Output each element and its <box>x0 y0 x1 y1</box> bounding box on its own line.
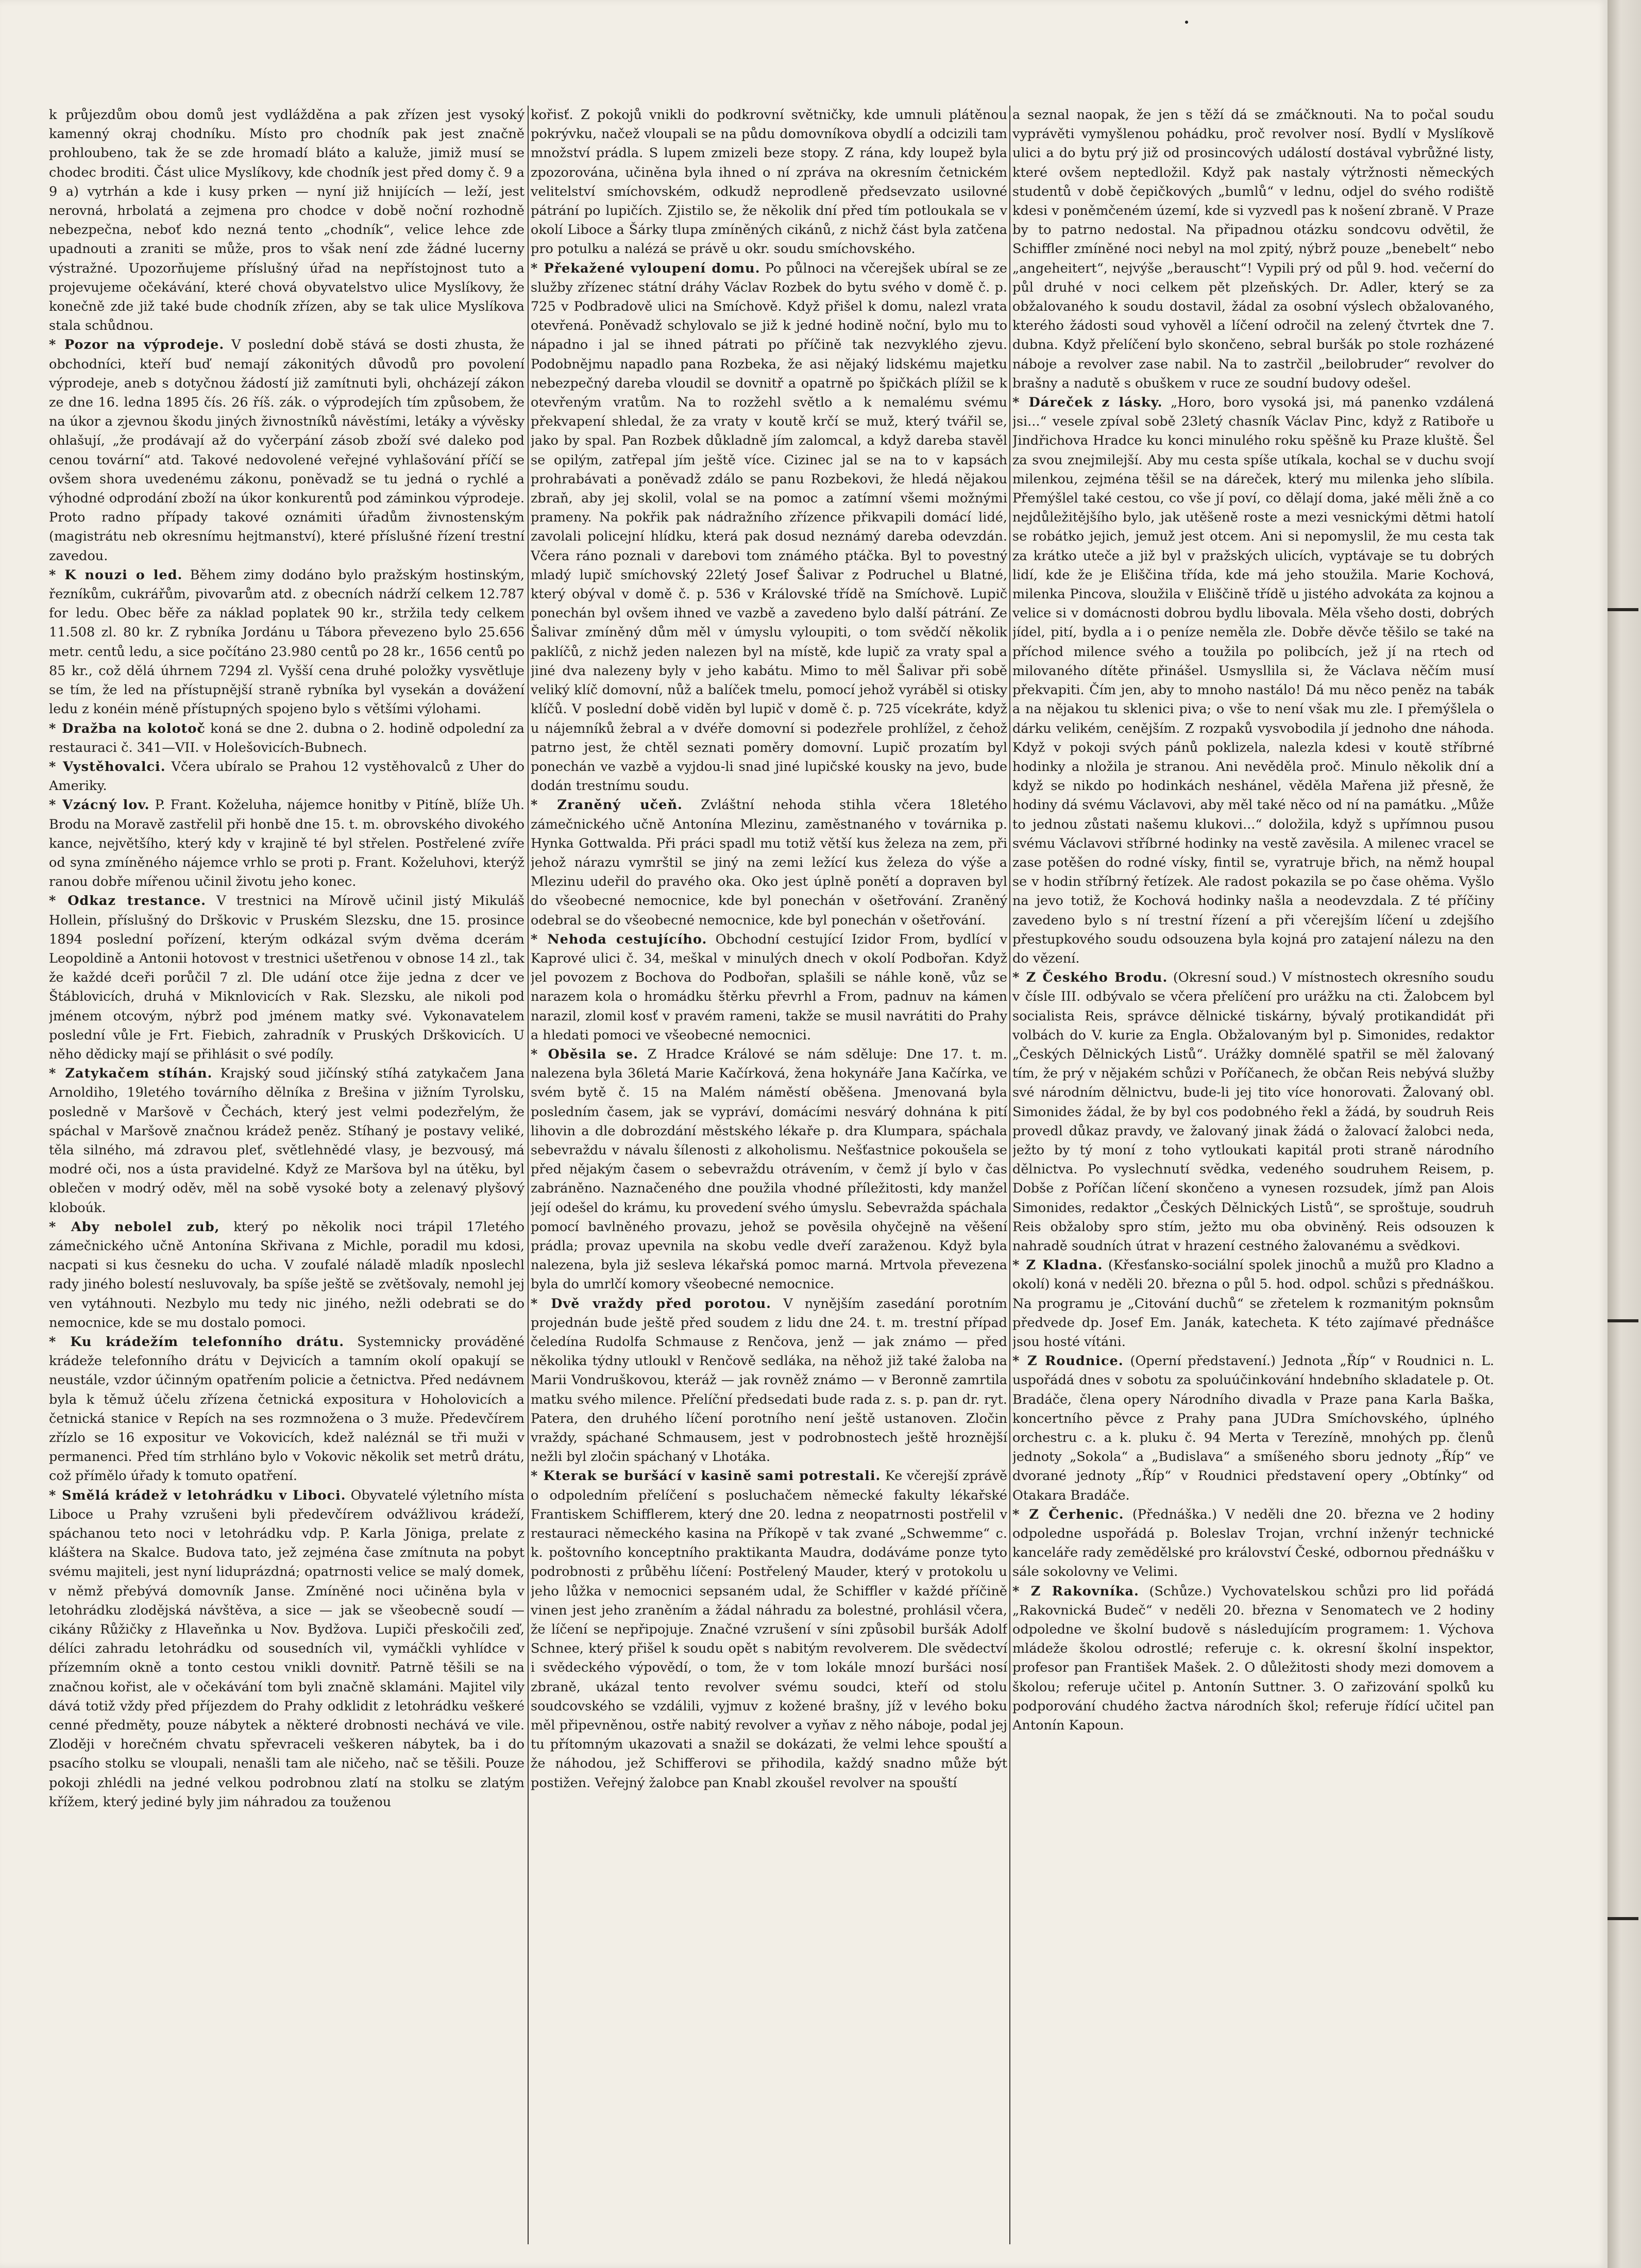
article-paragraph: * Odkaz trestance. V trestnici na Mírově učinil jistý Mikuláš Hollein, příslušný do Drškovic v Pruském Slezsku, dne 15. prosince 1894 poslední pořízení, kterým odkázal svým dvěma dcerám Leopoldině a Antonii hotovost v trestnici ušetřenou v obnose 14 zl., tak že každé dceři porůčil 7 zl. Dle udání otce žije jedna z dcer ve Štáblovicích, druhá v Miknlovicích v Rak. Slezsku, ale nikoli pod jménem otcovým, nýbrž pod jménem matky své. Vykonavatelem poslední vůle je Frt. Fiebich, zahradník v Pruských Drškovicích. U něho dědicky mají se přihlásit o své podíly. <box>49 893 525 1062</box>
edge-mark <box>1608 1917 1638 1920</box>
article-paragraph: * Smělá krádež v letohrádku v Liboci. Obyvatelé výletního místa Liboce u Prahy vzrušeni byli předevčírem odvážlivou krádeží, spáchanou teto noci v letohrádku vdp. P. Karla Jöniga, prelate z kláštera na Skalce. Budova tato, jež zejména čase zmítnuta na pobyt svému majiteli, jest nyní liduprázdná; opatrnosti velice se malý domek, v němž přebývá domovník Janse. Zmíněné noci učiněna byla v letohrádku zlodějská návštěva, a sice — jak se všeobecně soudí — cikány Růžičky z Hlaveňnka u Nov. Bydžova. Lupiči přeskočili zeď, délíci zahradu letohrádku od sousedních vil, vymáčkli vyhlídce v přízemním okně a tonto cestou vnikli dovnitř. Patrně těšili se na značnou kořist, ale v očekávání tom byli značně sklamáni. Majitel vily dává totiž vždy před příjezdem do Prahy odklidit z letohrádku veškeré cenné předměty, pouze nábytek a některé drobnosti nechává ve vile. Zloději v horečném chvatu spřevraceli veškeren nábytek, ba i do psacího stolku se vloupali, nenašli tam ale ničeho, nač se těšili. Pouze pokoji zhlédli na jedné velkou podrobnou zlatí na stolku se zlatým křížem, který jediné byly jim náhradou za touženou <box>49 1487 525 1810</box>
article-heading: * Z Českého Brodu. <box>1012 970 1168 986</box>
article-paragraph: * Dvě vraždy před porotou. V nynějším zasedání porotním projednán bude ještě před soudem z lidu dne 24. t. m. trestní případ čeledína Rudolfa Schmause z Renčova, jenž — jak známo — před několika týdny utloukl v Renčově sedláka, na něhož již také žaloba na Marii Vondruškovou, kteráž — jak rovněž známo — v Beronně zamrtila matku svého milence. Přelíční předsedati bude rada z. s. p. pan dr. ryt. Patera, den druhého líčení porotního není ještě ustanoven. Zločin vraždy, spáchané Schmausem, jest v podrobnostech ještě hroznější nežli byl zločin spáchaný v Lhotáka. <box>531 1296 1007 1465</box>
article-paragraph: * Zraněný učeň. Zvláštní nehoda stihla včera 18letého zámečnického učně Antonína Mlezinu, zaměstnaného v továrnika p. Hynka Gottwalda. Při práci spadl mu totiž větší kus železa na zem, při jehož nárazu vymrštil se jiný na zemi ležící kus železa do výše a Mlezinu udeřil do pravého oka. Oko jest úplně ponětí a dopraven byl do všeobecné nemocnice, kde byl ponechán v ošetřování. Zraněný odebral se do všeobecné nemocnice, kde byl ponechán v ošetřování. <box>531 797 1007 928</box>
article-paragraph: * K nouzi o led. Během zimy dodáno bylo pražským hostinským, řezníkům, cukrářům, pivovarům atd. z obecních nádrží celkem 12.787 for ledu. Obec běře za náklad poplatek 90 kr., stržila tedy celkem 11.508 zl. 80 kr. Z rybníka Jordánu u Tábora převezeno bylo 25.656 metr. centů ledu, a sice počítáno 23.980 centů po 28 kr., 1656 centů po 85 kr., což dělá úhrnem 7294 zl. Vyšší cena druhé položky vysvětluje se tím, že led na přístupnější straně rybníka byl vysekán a dovážení ledu z konéin méně přístupných spojeno bylo s většími výlohami. <box>49 567 525 717</box>
article-paragraph: * Vzácný lov. P. Frant. Koželuha, nájemce honitby v Pitíně, blíže Uh. Brodu na Moravě zastřelil při honbě dne 15. t. m. obrovského divokého kance, největšího, který kdy v krajině té byl střelen. Postřelené zvíře od syna zmíněného nájemce vrhlo se proti p. Frant. Koželuhovi, kterýž ranou dobře mířenou učinil životu jeho konec. <box>49 797 525 890</box>
article-heading: * Vzácný lov. <box>49 797 150 813</box>
page-edge <box>1608 0 1641 2268</box>
edge-mark <box>1608 1319 1638 1322</box>
article-heading: * Dáreček z lásky. <box>1012 395 1163 411</box>
article-paragraph: * Z Čerhenic. (Přednáška.) V neděli dne 20. března ve 2 hodiny odpoledne uspořádá p. Boleslav Trojan, vrchní inženýr technické kanceláře rady zemědělské pro království České, odbornou přednášku v sále sokolovny ve Velimi. <box>1012 1506 1494 1580</box>
article-heading: * Vystěhovalci. <box>49 759 166 775</box>
edge-mark <box>1608 608 1638 611</box>
article-heading: * Aby nebolel zub, <box>49 1219 220 1235</box>
article-heading: * Zraněný učeň. <box>531 797 683 813</box>
article-heading: * Z Kladna. <box>1012 1257 1103 1273</box>
article-paragraph: * Z Rakovníka. (Schůze.) Vychovatelskou schůzi pro lid pořádá „Rakovnická Budeč“ v neděli 20. března v Senomatech ve 2 hodiny odpoledne ve školní budově s následujícím programem: 1. Výchova mládeže školou odrostlé; referuje c. k. okresní školní inspektor, profesor pan František Mašek. 2. O důležitosti shody mezi domovem a školou; referuje učitel p. Antonín Suttner. 3. O zařizování spolků ku podporování chudého žactva národních škol; referuje řídící učitel pan Antonín Kapoun. <box>1012 1583 1494 1734</box>
article-paragraph: * Oběsila se. Z Hradce Králové se nám sděluje: Dne 17. t. m. nalezena byla 36letá Marie Kačírková, žena hokynáře Jana Kačírka, ve svém bytě č. 15 na Malém náměstí oběšena. Jmenovaná byla posledním časem, jak se vypráví, domácími nesvárý dohnána k pití lihovin a dle dobrozdání městského lékaře p. dra Klumpara, spáchala sebevraždu v návalu šílenosti z alkoholismu. Nešťastnice pokoušela se před nějakým časem o sebevraždu otrávením, v čemž jí bylo v čas zabráněno. Naznačeného dne použila vhodné příležitosti, kdy manžel její odešel do krámu, ku provedení svého úmyslu. Sebevražda spáchala pomocí bavlněného provazu, jehož se pověsila ohyčejně na věšení prádla; provaz upevnila na skobu vedle dveří zaraženou. Když byla nalezena, byla již sesleva lékařská pomoc marná. Mrtvola převezena byla do umrlčí komory všeobecné nemocnice. <box>531 1046 1007 1292</box>
article-paragraph: * Dáreček z lásky. „Horo, boro vysoká jsi, má panenko vzdálená jsi...“ vesele zpíval sobě 23letý chasník Václav Pinc, když z Ratiboře u Jindřichova Hradce ku konci minulého roku spěšně ku Praze kluště. Šel za svou znejmilejší. Aby mu cesta spíše utíkala, kochal se v duchu svojí milenkou, zejména těšil se na dáreček, který mu milenka jeho slíbila. Přemýšlel také cestou, co vše jí poví, co dělají doma, jaké měli žně a co nejdůležitějšího bylo, jak utěšeně roste a mezi vesnickými dětmi hatolí se robátko jejich, jemuž jest otcem. Ani si nepomyslil, že mu cesta tak za krátko uteče a již byl v pražských ulicích, vyptávaje se tu dobrých lidí, kde že je Eliščina třída, kde má jeho stoužila. Marie Kochová, milenka Pincova, sloužila v Eliščině třídě u jistého advokáta za kojnou a velice si v domácnosti dobrou bydlu libovala. Měla všeho dosti, dobrých jídel, pití, bydla a i o peníze neměla zle. Dobře děvče těšilo se také na příchod milence svého a toužila po polibcích, jež jí na rtech od milovaného dítěte přinášel. Usmysllila si, že Václava něčím musí překvapiti. Čím jen, aby to mnoho nastálo! Dá mu něco peněz na tabák a na nějakou tu sklenici piva; o vše to není však mu zle. I přemýšlela o dárku velikém, cenějším. Z rozpaků vysvobodila jí jednoho dne náhoda. Když v pokoji svých pánů poklizela, nalezla kdesi v koutě stříbrné hodinky a nložila je stranou. Ani nevěděla proč. Minulo několik dní a když se nikdo po hodinkách neshánel, věděla Mařena již přesně, že hodiny dá svému Václavovi, aby měl také něco od ní na památku. „Může to jednou zůstati našemu klukovi...“ doložila, když s upřímnou pusou svému Václavovi stříbrné hodinky na vestě zavěsila. A milenec vracel se zase potěšen do rodné vísky, fintil se, vyratruje břich, na němž houpal se v hodin stříbrný řetízek. Ale radost pokazila se po čase ohěma. Vyšlo na jevo totiž, že Kochová hodinky našla a neodevzdala. Z té příčiny zavedeno bylo s ní trestní řízení a při včerejším líčení u zdejšího přestupkového soudu odsouzena byla kojná pro zatajení nálezu na den do vězení. <box>1012 395 1494 966</box>
article-heading: * Dvě vraždy před porotou. <box>531 1296 772 1312</box>
article-heading: * Z Čerhenic. <box>1012 1506 1124 1522</box>
article-paragraph: * Z Českého Brodu. (Okresní soud.) V místnostech okresního soudu v čísle III. odbývalo se včera přelíčení pro urážku na cti. Žalobcem byl socialista Reis, správce dělnické tiskárny, bývalý protikandidát při volbách do V. kurie za Engla. Obžalovaným byl p. Simonides, redaktor „Českých Dělnických Listů“. Urážky domnělé spatřil se měl žalovaný tím, že prý v nějakém schůzi v Poříčanech, že občan Reis nebývá služby své národním dělnictvu, bude-li jej tito více honorovati. Žalovaný obl. Simonides žádal, že by byl cos podobného řekl a žádá, by soudruh Reis provedl důkaz pravdy, ve žalovaný jinak žádá o žalovací žalobci neda, ježto by tý moní z toho vytloukati kapitál proti straně národního dělnictva. Po vyslechnutí svědka, vedeného soudruhem Reisem, p. Dobše z Poříčan líčení skončeno a vynesen rozsudek, jímž pan Alois Simonides, redaktor „Českých Dělnických Listů“, se sproštuje, soudruh Reis obžaloby spro stím, ježto mu oba obviněný. Reis odsouzen k nahradě soudních útrat v hrazení cestného žalovanému a svědkovi. <box>1012 970 1494 1254</box>
article-paragraph: * Dražba na kolotoč koná se dne 2. dubna o 2. hodině odpolední za restauraci č. 341—VII. v Holešovicích-Bubnech. <box>49 720 525 755</box>
column-2 <box>531 106 1007 2249</box>
article-heading: * Pozor na výprodeje. <box>49 337 225 353</box>
article-heading: * Zatykačem stíhán. <box>49 1066 213 1082</box>
article-paragraph: * Ku krádežím telefonního drátu. Systemnicky prováděné krádeže telefonního drátu v Dejvicích a tamním okolí opakují se neustále, vzdor účinným opatřením policie a četnictva. Před nedávnem byla k těmuž účelu zřízena četnická expositura v Hoholovicích a četnická stanice v Repích na ses rozmnožena o 3 muže. Předevčírem zřízlo se 16 expositur ve Vokovicích, kdež naléznál se tři muži v permanenci. Před tím strhláno bylo v Vokovic několik set metrů drátu, což přímělo úřady k tomuto opatření. <box>49 1334 525 1484</box>
article-heading: * Smělá krádež v letohrádku v Liboci. <box>49 1487 346 1503</box>
article-heading: * Ku krádežím telefonního drátu. <box>49 1334 345 1350</box>
article-heading: * Z Roudnice. <box>1012 1353 1124 1369</box>
print-speck <box>1185 21 1188 24</box>
article-heading: * Kterak se buršácí v kasině sami potrestali. <box>531 1468 881 1484</box>
article-paragraph: * Překažené vyloupení domu. Po půlnoci na včerejšek ubíral se ze služby zřízenec státní dráhy Václav Rozbek do bytu svého v domě č. p. 725 v Podbradově ulici na Smíchově. Když přišel k domu, nalezl vrata otevřená. Poněvadž schylovalo se již k jedné hodině noční, bylo mu to nápadno i jal se ihned pátrati po příčině tak nezvyklého zjevu. Podobnějmu napadlo pana Rozbeka, že asi nějaký lidskému majetku nebezpečný dareba vloudil se dovnitř a opatrně po špičkách plížil se k otevřeným vratům. Na to rozžehl světlo a k nemalému svému překvapení shledal, že za vraty v koutě krčí se muž, který tvářil se, jako by spal. Pan Rozbek důkladně jím zalomcal, a když dareba stavěl se opilým, zatřepal jím ještě více. Cizinec jal se na to v kapsách prohrabávati a poněvadž zdálo se panu Rozbekovi, že hledá nějakou zbraň, aby jej skolil, volal se na pomoc a zatímní všemi možnými prameny. Na pokřik pak nádražního zřízence přikvapili domácí lidé, zavolali policejní hlídku, která pak dosud neznámý dareba odevzdán. Včera ráno poznali v darebovi tom známého ptáčka. Byl to povestný mladý lupič smíchovský 22letý Josef Šalivar z Podruchel u Blatné, který obýval v domě č. p. 536 v Královské třídě na Smíchově. Lupič ponechán byl ovšem ihned ve vazbě a zavedeno bylo další pátrání. Ze Šalivar zmíněný dům měl v úmyslu vyloupiti, o tom svědčí několik paklíčů, z nichž jeden nalezen byl na místě, kde lupič za vraty spal a jiné dva nalezeny byly v jeho kabátu. Mimo to měl Šalivar při sobě veliký klíč domovní, nůž a balíček tmelu, pomocí jehož vyráběl si otisky klíčů. V poslední době viděn byl lupič v domě č. p. 725 vícekráte, když u nájemníků žebral a v dvéře domovní si podezřele prohlížel, z čehož patrno jest, že chtěl seznati poměry domovní. Lupič prozatím byl ponechán ve vazbě a vyjdou-li snad jiné lupičské kousky na jevo, bude dodán trestnímu soudu. <box>531 260 1007 794</box>
article-heading: * Nehoda cestujícího. <box>531 931 707 947</box>
article-paragraph: * Z Kladna. (Křesťansko-sociální spolek jinochů a mužů pro Kladno a okolí) koná v neděli 20. března o půl 5. hod. odpol. schůzi s přednáškou. Na programu je „Citování duchů“ se zřetelem k rozmanitým poknsům předvede dp. Josef Em. Janák, katecheta. K této zajímavé přednášce jsou hosté vítáni. <box>1012 1257 1494 1350</box>
article-paragraph: kořisť. Z pokojů vnikli do podkrovní světničky, kde umnuli plátěnou pokrývku, načež vloupali se na půdu domovníkova obydlí a odcizili tam množství prádla. S lupem zmizeli beze stopy. Z rána, kdy loupež byla zpozorována, učiněna byla ihned o ní zpráva na okresním četnickém velitelství smíchovském, odkudž neprodleně předsevzato usilovné pátrání po lupičích. Zjistilo se, že několik dní před tím potloukala se v okolí Liboce a Šárky tlupa zmíněných cikánů, z nichž část byla zatčena pro potulku a nalézá se právě u okr. soudu smíchovského. <box>531 107 1007 257</box>
article-heading: * Oběsila se. <box>531 1046 638 1062</box>
article-paragraph: * Zatykačem stíhán. Krajský soud jičínský stíhá zatykačem Jana Arnoldiho, 19letého továrního dělníka z Brešina v jižním Tyrolsku, posledně v Maršově v Čechách, který jest velmi podezřelým, že spáchal v Maršově značnou krádež peněz. Stíhaný je postavy veliké, těla silného, má zdravou pleť, světlehnědé vlasy, je bezvousý, má modré oči, nos a ústa pravidelné. Když ze Maršova byl na útěku, byl oblečen v modrý oděv, měl na sobě vysoké boty a zelenavý plyšový kloboúk. <box>49 1066 525 1216</box>
column-3 <box>1012 106 1494 2249</box>
column-divider <box>1009 106 1010 2244</box>
column-divider <box>528 106 529 2244</box>
article-heading: * Odkaz trestance. <box>49 893 207 909</box>
article-heading: * K nouzi o led. <box>49 567 183 583</box>
article-paragraph: k průjezdům obou domů jest vydlážděna a pak zřízen jest vysoký kamenný okraj chodníku. Místo pro chodník pak jest značně prohloubeno, tak že se zde hromadí bláto a kaluže, jimiž musí se chodec broditi. Část ulice Myslíkovy, kde chodník jest před domy č. 9 a 9 a) vytrhán a kde i kusy prken — nyní již hnijících — leží, jest nerovná, hrbolatá a zejmena pro chodce v době noční rozhodně nebezpečna, neboť kdo nezná tento „chodník“, velice lehce zde upadnouti a zraniti se může, pros to však není zde žádné lucerny výstražné. Upozorňujeme příslušný úřad na nepřístojnost tuto a projevujeme očekávání, které chová obyvatelstvo ulice Myslíkovy, že konečně zde již také bude chodník zřízen, aby se tak ulice Myslíkova stala schůdnou. <box>49 107 525 334</box>
article-paragraph: * Pozor na výprodeje. V poslední době stává se dosti zhusta, že obchodníci, kteří buď nemají zákonitých důvodů pro povolení výprodeje, aneb s dotyčnou žádostí již zamítnuti byli, ohcházejí zákon ze dne 16. ledna 1895 čís. 26 říš. zák. o výprodejích tím způsobem, že na úkor a zjevnou škodu jiných živnostníků návěstími, letáky a vývěsky ohlašují, „že prodávají až do vyčerpání zásob zboží své daleko pod cenou tovární“ atd. Takové nedovolené veřejné vyhlašování příčí se ovšem shora uvedenému zákonu, poněvadž se tu jedná o rychlé a výhodné odprodání zboží na úkor konkurentů pod záminkou výprodeje. Proto radno případy takové oznámiti úřadům živnostenským (magistrátu neb okresnímu hejtmanství), které příslušné řízení trestní zavedou. <box>49 337 525 564</box>
article-paragraph: a seznal naopak, že jen s těží dá se zmáčknouti. Na to počal soudu vyprávěti vymyšlenou pohádku, proč revolver nosí. Bydlí v Myslíkově ulici a do bytu prý již od prosincových událostí dostával vybrůžné listy, které ovšem neptedložil. Když pak nastaly výtržnosti německých studentů v době čepičkových „bumlů“ v lednu, odjel do svého rodiště kdesi v poněmčeném území, kde si vyzvedl pas k nošení zbraně. V Praze by to patrno nedostal. Na připadnou otázku sondcovu odvětil, že Schiffler zmíněné noci nebyl na mol zpitý, nýbrž pouze „benebelt“ nebo „angeheitert“, nejvýše „berauscht“! Vypili prý od půl 9. hod. večerní do půl druhé v noci celkem pět plzeňských. Dr. Adler, který se za obžalovaného k soudu dostavil, žádal za osobní výslech obžalovaného, kterého žádosti soud vyhověl a líčení odročil na zelený čtvrtek dne 7. dubna. Když přelíčení bylo skončeno, sebral buršák po stole rozházené náboje a revolver zase nabil. Na to zastrčil „beilobruder“ revolver do brašny a nadutě s obuškem v ruce ze soudní budovy odešel. <box>1012 107 1494 391</box>
article-heading: * Překažené vyloupení domu. <box>531 260 760 276</box>
article-paragraph: * Aby nebolel zub, který po několik noci trápil 17letého zámečnického učně Antonína Skřivana z Michle, poradil mu kdosi, nacpati si kus česneku do ucha. V zoufalé náladě mladík nposlechl rady jiného bolestí nesluvovaly, ba spíše ještě se zvětšovaly, nemohl jej ven vytáhnouti. Nezbylo mu tedy nic jiného, nežli odebrati se do nemocnice, kde se mu dostalo pomoci. <box>49 1219 525 1331</box>
column-1 <box>49 106 525 2249</box>
article-heading: * Dražba na kolotoč <box>49 720 206 736</box>
article-paragraph: * Kterak se buršácí v kasině sami potrestali. Ke včerejší zprávě o odpoledním přelíčení s posluchačem německé fakulty lékařské Frantiskem Schifflerem, který dne 20. ledna z neopatrnosti postřelil v restauraci německého kasina na Příkopě v tak zvané „Schwemme“ c. k. poštovního konceptního praktikanta Maudra, dodáváme ponze tyto podrobnosti z průběhu líčení: Postřelený Mauder, který v protokolu u jeho lůžka v nemocnici sepsaném udal, že Schiffler v každé příčině vinen jest jeho zraněním a žádal náhradu za bolestné, prohlásil včera, že líčení se nepřipojuje. Značné vzrušení v síni způsobil buršák Adolf Schnee, který přišel k soudu opět s nabitým revolverem. Dle svědectví i svědeckého výpovědí, o tom, že v tom lokále mnozí buršáci nosí zbraně, ukázal tento revolver svému soudci, kteří od stolu soudcovského se vzdálili, vyjmuv z kožené brašny, jíž v levého boku měl připevněnou, ostře nabitý revolver a vyňav z něho náboje, podal jej tu přítomným ukazovati a snažil se dokázati, že velmi lehce spouští a že náhodou, jež Schifferovi se přihodila, každý snadno může být postižen. Veřejný žalobce pan Knabl zkoušel revolver na spouští <box>531 1468 1007 1791</box>
article-heading: * Z Rakovníka. <box>1012 1583 1139 1599</box>
article-paragraph: * Z Roudnice. (Operní představení.) Jednota „Říp“ v Roudnici n. L. uspořádá dnes v sobotu za spoluúčinkování hndebního skladatele p. Ot. Bradáče, člena opery Národního divadla v Praze pana Karla Baška, koncertního pěvce z Prahy pana JUDra Smíchovského, úplného orchestru c. a k. pluku č. 94 Merta v Terezíně, mnohých pp. členů jednoty „Sokola“ a „Budislava“ a smíšeného sboru jednoty „Říp“ ve dvorané jednoty „Říp“ v Roudnici představení opery „Obtínky“ od Otakara Bradáče. <box>1012 1353 1494 1503</box>
article-paragraph: * Nehoda cestujícího. Obchodní cestující Izidor From, bydlící v Kaprové ulici č. 34, meškal v minulých dnech v okolí Podbořan. Když jel povozem z Bochova do Podbořan, splašili se náhle koně, vůz se narazem kola o hromádku štěrku převrhl a From, padnuv na kámen narazil, zlomil kosť v pravém rameni, takže se musil navrátiti do Prahy a hledati pomoci ve všeobecné nemocnici. <box>531 931 1007 1043</box>
article-paragraph: * Vystěhovalci. Včera ubíralo se Prahou 12 vystěhovalců z Uher do Ameriky. <box>49 759 525 794</box>
